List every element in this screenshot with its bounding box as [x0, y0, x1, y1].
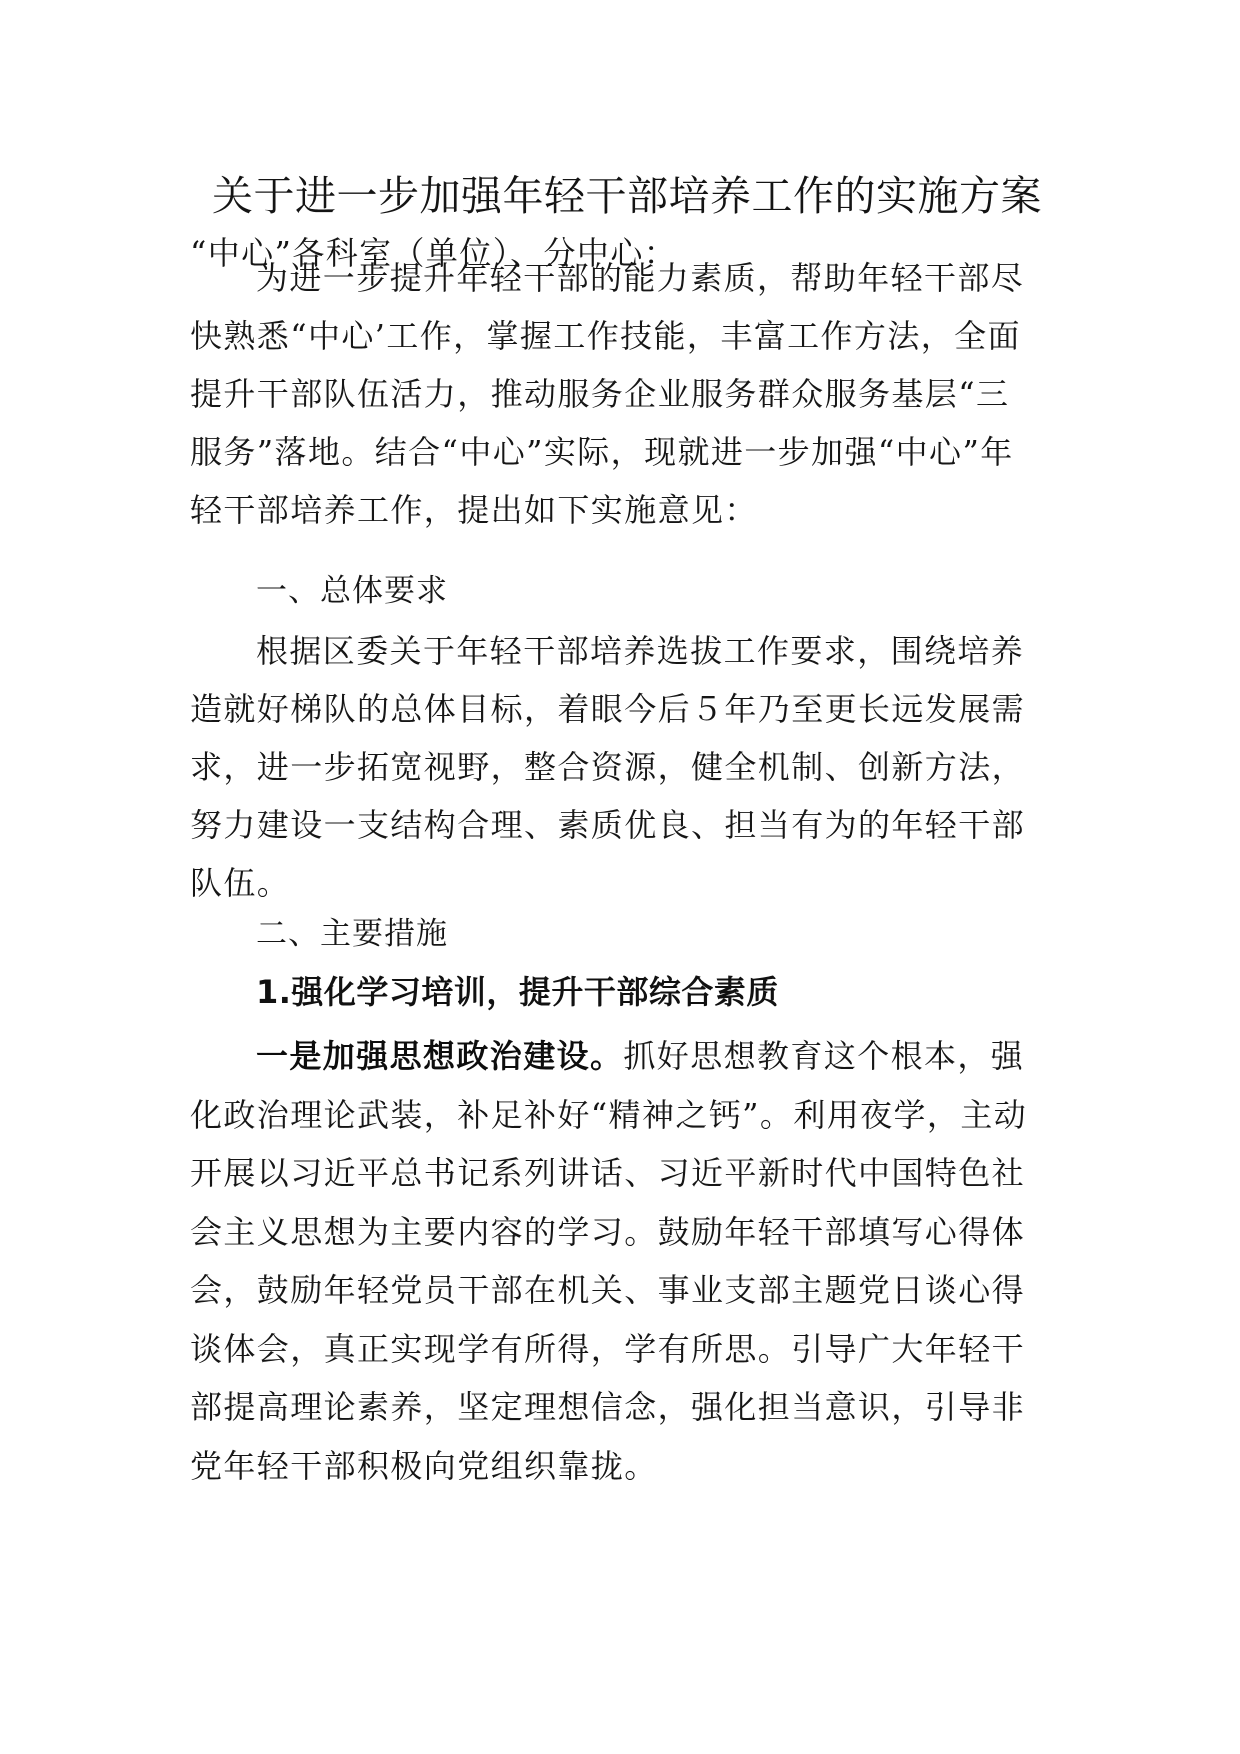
section-heading-general-requirements: 一、总体要求 [256, 573, 448, 609]
subsection-heading-study-training: 1.强化学习培训，提升干部综合素质 [256, 973, 779, 1011]
general-requirements-paragraph: 根据区委关于年轻干部培养选拔工作要求，围绕培养造就好梯队的总体目标，着眼今后５年乃至更长远发展需求，进一步拓宽视野，整合资源，健全机制、创新方法，努力建设一支结构合理、素质优良、担当有为的年轻干部队伍。 [190, 632, 1026, 902]
political-building-paragraph [190, 1027, 1030, 1495]
paragraph-lead-phrase: 一是加强思想政治建设。 [256, 1037, 624, 1075]
document-title: 关于进一步加强年轻干部培养工作的实施方案 [212, 172, 1042, 220]
intro-paragraph: 为进一步提升年轻干部的能力素质，帮助年轻干部尽快熟悉“中心’工作，掌握工作技能，丰富工作方法，全面提升干部队伍活力，推动服务企业服务群众服务基层“三服务”落地。结合“中心”实际，现就进一步加强“中心”年轻干部培养工作，提出如下实施意见： [190, 259, 1025, 529]
addressee-line: “中心”各科室（单位）、分中心： [190, 234, 678, 272]
section-heading-main-measures: 二、主要措施 [256, 916, 448, 952]
political-building-text: 抓好思想教育这个根本，强化政治理论武装，补足补好“精神之钙”。利用夜学，主动开展以习近平总书记系列讲话、习近平新时代中国特色社会主义思想为主要内容的学习。鼓励年轻干部填写心得体会，鼓励年轻党员干部在机关、事业支部主题党日谈心得谈体会，真正实现学有所得，学有所思。引导广大年轻干部提高理论素养，坚定理想信念，强化担当意识，引导非党年轻干部积极向党组织靠拢。 [190, 1037, 1028, 1485]
